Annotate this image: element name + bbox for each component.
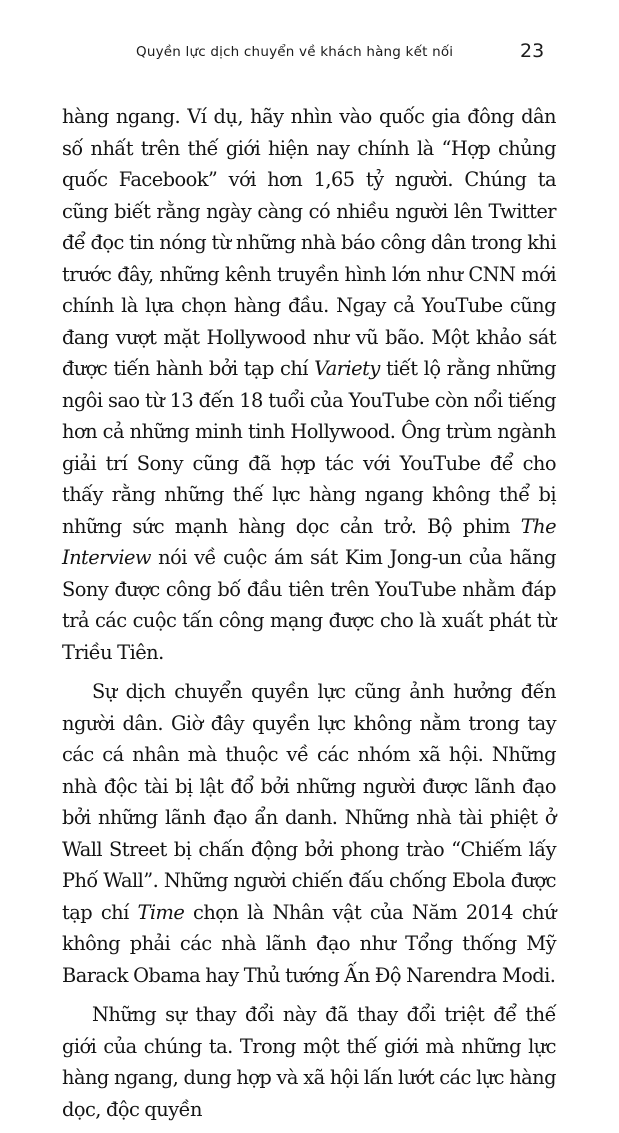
film-title-the-interview: The Interview [62,514,556,569]
paragraph-text: Sự dịch chuyển quyền lực cũng ảnh hưởng đến người dân. Giờ đây quyền lực không nằm trong tay các cá nhân mà thuộc về các nhóm xã hội. Những nhà độc tài bị lật đổ bởi những người được lãnh đạo bởi những lãnh đạo ẩn danh. Những nhà tài phiệt ở Wall Street bị chấn động bởi phong trào “Chiếm lấy Phố Wall”. Những người chiến đấu chống Ebola được tạp chí [62,680,556,924]
paragraph-text: hàng ngang. Ví dụ, hãy nhìn vào quốc gia đông dân số nhất trên thế giới hiện nay chính là “Hợp chủng quốc Facebook” với hơn 1,65 tỷ người. Chúng ta cũng biết rằng ngày càng có nhiều người lên Twitter để đọc tin nóng từ những nhà báo công dân trong khi trước đây, những kênh truyền hình lớn như CNN mới chính là lựa chọn hàng đầu. Ngay cả YouTube cũng đang vượt mặt Hollywood như vũ bão. Một khảo sát được tiến hành bởi tạp chí [62,105,556,380]
magazine-title-time: Time [137,900,185,924]
paragraph-2 [62,676,556,991]
paragraph-3 [62,999,556,1125]
magazine-title-variety: Variety [314,357,380,380]
paragraph-1 [62,101,556,668]
paragraph-text: tiết lộ rằng những ngôi sao từ 13 đến 18 tuổi của YouTube còn nổi tiếng hơn cả những minh tinh Hollywood. Ông trùm ngành giải trí Sony cũng đã hợp tác với YouTube để cho thấy rằng những thế lực hàng ngang không thể bị những sức mạnh hàng dọc cản trở. Bộ phim [62,357,556,538]
body-text [62,101,556,1133]
paragraph-text: nói về cuộc ám sát Kim Jong-un của hãng Sony được công bố đầu tiên trên YouTube nhằm đáp trả các cuộc tấn công mạng được cho là xuất phát từ Triều Tiên. [62,546,556,664]
paragraph-text: chọn là Nhân vật của Năm 2014 chứ không phải các nhà lãnh đạo như Tổng thống Mỹ Barack Obama hay Thủ tướng Ấn Độ Narendra Modi. [62,900,557,987]
paragraph-text: Những sự thay đổi này đã thay đổi triệt để thế giới của chúng ta. Trong một thế giới mà những lực hàng ngang, dung hợp và xã hội lấn lướt các lực hàng dọc, độc quyền [62,1003,556,1121]
page-number: 23 [520,40,545,62]
running-head-title: Quyền lực dịch chuyển về khách hàng kết nối [136,44,454,60]
